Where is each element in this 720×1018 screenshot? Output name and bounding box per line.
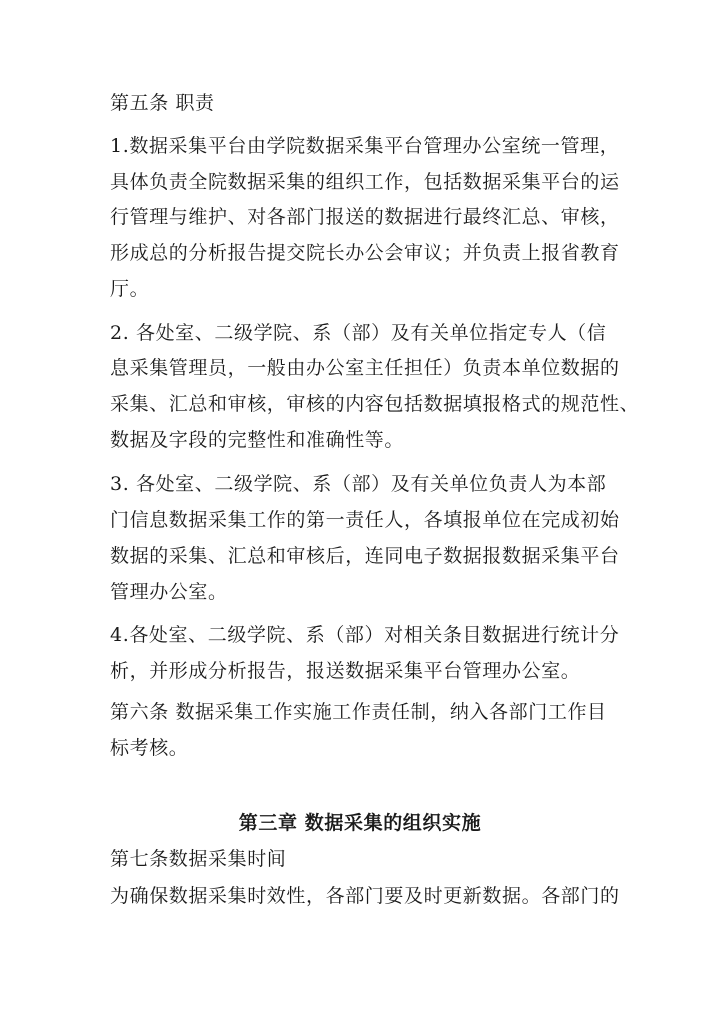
item-2-line-3: 采集、汇总和审核，审核的内容包括数据填报格式的规范性、 <box>110 393 640 415</box>
article-5-title: 第五条 职责 <box>110 92 215 114</box>
item-4-line-2: 析，并形成分析报告，报送数据采集平台管理办公室。 <box>110 660 581 682</box>
item-1-line-3: 行管理与维护、对各部门报送的数据进行最终汇总、审核， <box>110 206 620 228</box>
article-7-title: 第七条数据采集时间 <box>110 848 287 870</box>
item-4-line-1: 4.各处室、二级学院、系（部）对相关条目数据进行统计分 <box>110 624 620 646</box>
article-7-line-1: 为确保数据采集时效性，各部门要及时更新数据。各部门的 <box>110 885 620 907</box>
item-1-line-5: 厅。 <box>110 278 150 300</box>
item-2-line-2: 息采集管理员，一般由办公室主任担任）负责本单位数据的 <box>110 357 620 379</box>
item-3-line-3: 数据的采集、汇总和审核后，连同电子数据报数据采集平台 <box>110 545 620 567</box>
item-1-line-1: 1.数据采集平台由学院数据采集平台管理办公室统一管理， <box>110 135 620 157</box>
item-2-line-1: 2. 各处室、二级学院、系（部）及有关单位指定专人（信 <box>110 322 607 344</box>
item-2-line-4: 数据及字段的完整性和准确性等。 <box>110 429 405 451</box>
item-3-line-1: 3. 各处室、二级学院、系（部）及有关单位负责人为本部 <box>110 473 607 495</box>
item-1-line-2: 具体负责全院数据采集的组织工作，包括数据采集平台的运 <box>110 171 620 193</box>
item-3-line-4: 管理办公室。 <box>110 581 228 603</box>
item-1-line-4: 形成总的分析报告提交院长办公会审议；并负责上报省教育 <box>110 242 620 264</box>
article-6-line-1: 第六条 数据采集工作实施工作责任制，纳入各部门工作目 <box>110 701 607 723</box>
chapter-3-heading: 第三章 数据采集的组织实施 <box>238 812 482 834</box>
article-6-line-2: 标考核。 <box>110 737 189 759</box>
item-3-line-2: 门信息数据采集工作的第一责任人，各填报单位在完成初始 <box>110 509 620 531</box>
